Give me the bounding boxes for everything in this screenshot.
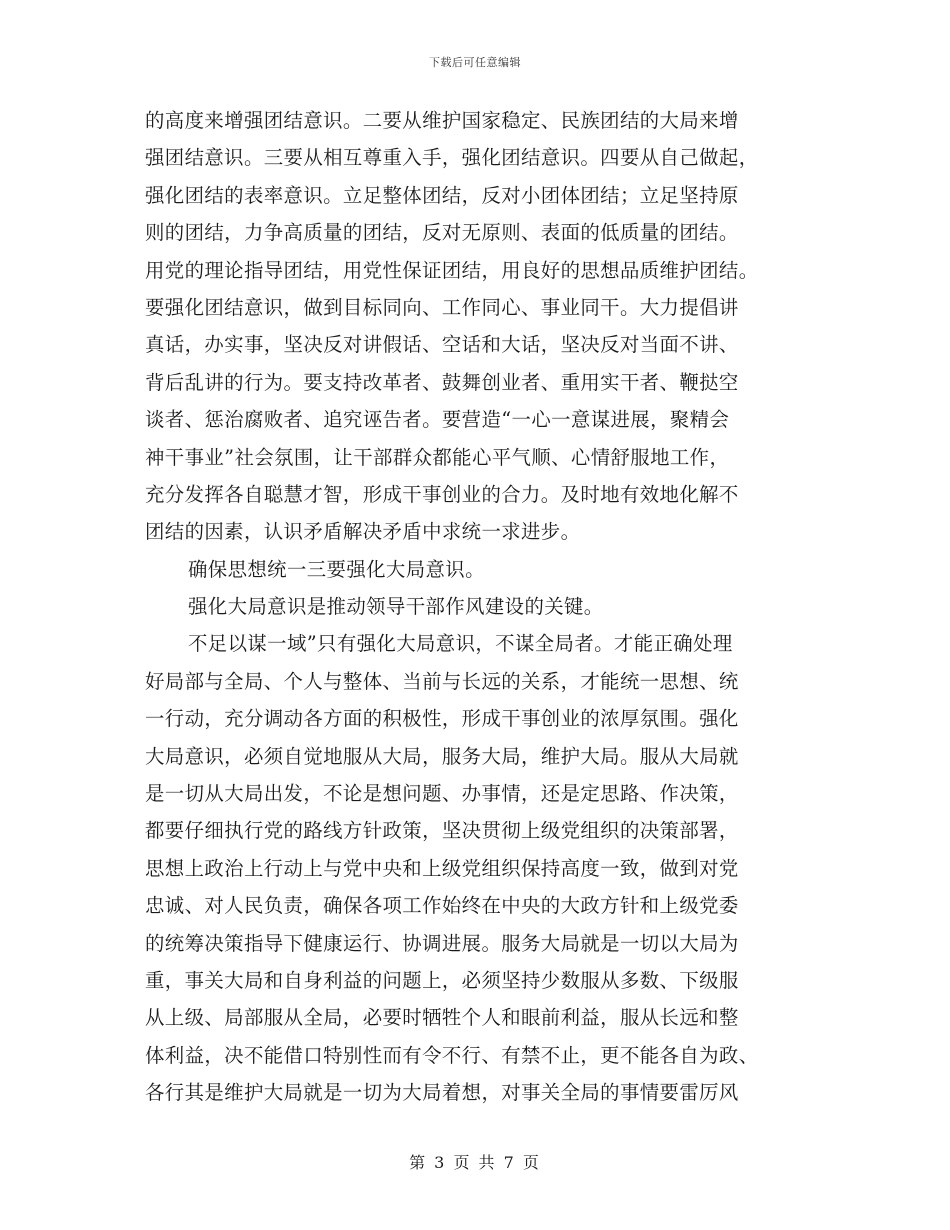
text-line: 思想上政治上行动上与党中央和上级党组织保持高度一致，做到对党 (145, 856, 739, 880)
text-line: 重，事关大局和自身利益的问题上，必须坚持少数服从多数、下级服 (145, 968, 739, 992)
text-line: 一行动，充分调动各方面的积极性，形成干事创业的浓厚氛围。强化 (145, 707, 739, 731)
paragraph-heading: 强化大局意识是推动领导干部作风建设的关键。 (188, 595, 604, 619)
paragraph-heading: 确保思想统一三要强化大局意识。 (188, 557, 485, 581)
text-line: 是一切从大局出发，不论是想问题、办事情，还是定思路、作决策， (145, 782, 739, 806)
text-line: 的高度来增强团结意识。二要从维护国家稳定、民族团结的大局来增 (145, 109, 739, 132)
text-line: 不足以谋一域”只有强化大局意识，不谋全局者。才能正确处理 (188, 632, 733, 656)
text-line: 忠诚、对人民负责，确保各项工作始终在中央的大政方针和上级党委 (145, 894, 739, 918)
text-line: 团结的因素，认识矛盾解决矛盾中求统一求进步。 (145, 520, 581, 544)
page-header: 下载后可任意编辑 (429, 56, 521, 69)
text-line: 的统筹决策指导下健康运行、协调进展。服务大局就是一切以大局为 (145, 931, 739, 955)
text-line: 大局意识，必须自觉地服从大局，服务大局，维护大局。服从大局就 (145, 744, 739, 768)
text-line: 都要仔细执行党的路线方针政策，坚决贯彻上级党组织的决策部署， (145, 819, 739, 843)
text-line: 好局部与全局、个人与整体、当前与长远的关系，才能统一思想、统 (145, 669, 739, 693)
text-line: 背后乱讲的行为。要支持改革者、鼓舞创业者、重用实干者、鞭挞空 (145, 370, 739, 394)
text-line: 各行其是维护大局就是一切为大局着想，对事关全局的事情要雷厉风 (145, 1081, 739, 1105)
text-line: 充分发挥各自聪慧才智，形成干事创业的合力。及时地有效地化解不 (145, 482, 739, 506)
text-line: 体利益，决不能借口特别性而有令不行、有禁不止，更不能各自为政、 (145, 1043, 759, 1067)
text-line: 用党的理论指导团结，用党性保证团结，用良好的思想品质维护团结。 (145, 258, 759, 282)
text-line: 从上级、局部服从全局，必要时牺牲个人和眼前利益，服从长远和整 (145, 1006, 739, 1030)
text-line: 谈者、惩治腐败者、追究诬告者。要营造“一心一意谋进展，聚精会 (145, 408, 730, 432)
text-line: 真话，办实事，坚决反对讲假话、空话和大话，坚决反对当面不讲、 (145, 333, 739, 357)
document-body (145, 102, 805, 1112)
text-line: 强团结意识。三要从相互尊重入手，强化团结意识。四要从自己做起， (145, 146, 759, 170)
text-line: 神干事业”社会氛围，让干部群众都能心平气顺、心情舒服地工作， (145, 445, 730, 469)
page-number-footer: 第 3 页 共 7 页 (409, 1153, 541, 1172)
text-line: 强化团结的表率意识。立足整体团结，反对小团体团结；立足坚持原 (145, 183, 739, 207)
text-line: 要强化团结意识，做到目标同向、工作同心、事业同干。大力提倡讲 (145, 295, 739, 319)
text-line: 则的团结，力争高质量的团结，反对无原则、表面的低质量的团结。 (145, 221, 739, 245)
